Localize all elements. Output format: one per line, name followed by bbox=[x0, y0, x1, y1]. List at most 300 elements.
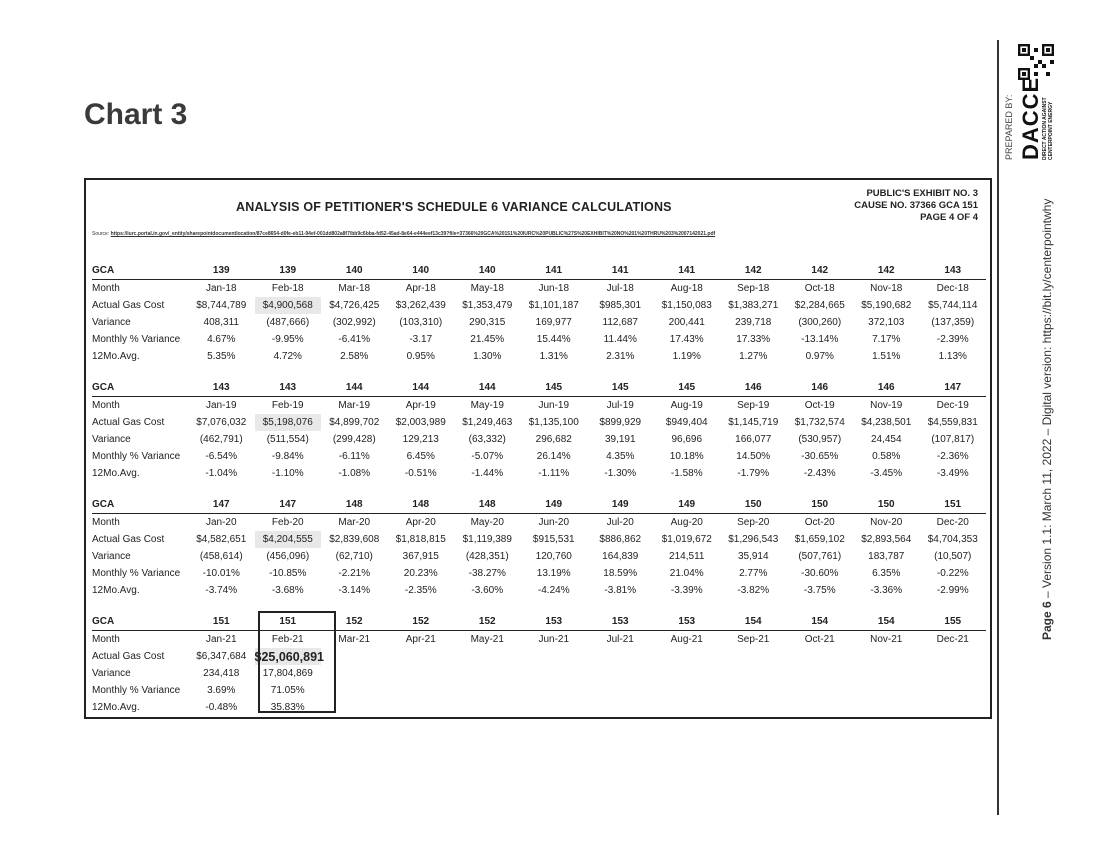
cell-cost-1: $4,204,555 bbox=[255, 531, 322, 548]
cell-monthly_pct-11: -2.36% bbox=[936, 451, 969, 462]
cell-cost-3: $2,003,989 bbox=[395, 417, 446, 428]
cell-monthly_pct-6: 18.59% bbox=[603, 568, 638, 579]
cell-cost-2: $4,726,425 bbox=[329, 300, 380, 311]
row-label-gca: GCA bbox=[92, 496, 188, 514]
cell-month-5: Jun-19 bbox=[538, 400, 570, 411]
cell-monthly_pct-8: 2.77% bbox=[739, 568, 768, 579]
cell-monthly_pct-5: 13.19% bbox=[536, 568, 571, 579]
cell-variance-10: 183,787 bbox=[868, 551, 905, 562]
cell-cost-4: $1,249,463 bbox=[462, 417, 513, 428]
cell-variance-5: 296,682 bbox=[535, 434, 572, 445]
highlight-frame-feb-21 bbox=[258, 611, 336, 713]
cell-variance-10 bbox=[853, 665, 920, 682]
cell-variance-1: (511,554) bbox=[266, 434, 309, 445]
cell-avg12-6 bbox=[587, 699, 654, 716]
cell-gca-6: 141 bbox=[587, 262, 654, 280]
exhibit-number: PUBLIC'S EXHIBIT NO. 3 bbox=[866, 188, 978, 199]
cell-gca-1: 147 bbox=[255, 496, 322, 514]
cell-avg12-6: -3.81% bbox=[604, 585, 637, 596]
cell-monthly_pct-11 bbox=[920, 682, 987, 699]
cell-monthly_pct-10: 6.35% bbox=[872, 568, 901, 579]
cell-variance-5: 169,977 bbox=[535, 317, 572, 328]
row-label-month: Month bbox=[92, 517, 120, 528]
cell-month-8: Sep-19 bbox=[737, 400, 770, 411]
cell-monthly_pct-10: 0.58% bbox=[872, 451, 901, 462]
cell-avg12-8: -1.79% bbox=[737, 468, 770, 479]
cell-month-11: Dec-18 bbox=[936, 283, 969, 294]
cell-month-10: Nov-18 bbox=[870, 283, 903, 294]
cell-cost-0: $6,347,684 bbox=[196, 651, 247, 662]
row-label-monthly_pct: Monthly % Variance bbox=[92, 685, 181, 696]
cell-monthly_pct-10: 7.17% bbox=[872, 334, 901, 345]
data-block-2018 bbox=[92, 262, 986, 365]
cell-cost-4: $1,353,479 bbox=[462, 300, 513, 311]
cell-month-4: May-18 bbox=[470, 283, 504, 294]
row-label-cost: Actual Gas Cost bbox=[92, 651, 165, 662]
cell-cost-10: $2,893,564 bbox=[861, 534, 912, 545]
cell-cost-11: $4,704,353 bbox=[927, 534, 978, 545]
cell-variance-5: 120,760 bbox=[535, 551, 572, 562]
cell-month-10: Nov-21 bbox=[870, 634, 903, 645]
cell-variance-4: (63,332) bbox=[468, 434, 506, 445]
cell-cost-5: $1,135,100 bbox=[528, 417, 579, 428]
table-row-gca bbox=[92, 262, 986, 280]
cell-gca-10: 142 bbox=[853, 262, 920, 280]
page-title: Chart 3 bbox=[84, 98, 188, 131]
table-row-monthly_pct bbox=[92, 331, 986, 348]
prepared-by-label: PREPARED BY: bbox=[1004, 94, 1014, 160]
cell-gca-5: 153 bbox=[521, 613, 588, 631]
cell-monthly_pct-5 bbox=[521, 682, 588, 699]
cell-month-4: May-19 bbox=[470, 400, 504, 411]
cell-variance-0: (458,614) bbox=[199, 551, 243, 562]
cell-variance-6: 112,687 bbox=[602, 317, 638, 328]
cell-cost-8: $1,383,271 bbox=[728, 300, 779, 311]
cell-cost-6 bbox=[587, 648, 654, 665]
cell-avg12-0: -0.48% bbox=[205, 702, 238, 713]
table-row-monthly_pct bbox=[92, 565, 986, 582]
cell-avg12-6: 2.31% bbox=[606, 351, 635, 362]
cell-month-3: Apr-18 bbox=[405, 283, 436, 294]
cell-avg12-3: 0.95% bbox=[406, 351, 435, 362]
cell-cost-3: $3,262,439 bbox=[395, 300, 446, 311]
cell-avg12-1: 4.72% bbox=[273, 351, 302, 362]
cell-variance-9: (530,957) bbox=[798, 434, 842, 445]
cell-avg12-4 bbox=[454, 699, 521, 716]
row-label-avg12: 12Mo.Avg. bbox=[92, 468, 140, 479]
cell-gca-6: 149 bbox=[587, 496, 654, 514]
cell-avg12-4: 1.30% bbox=[473, 351, 502, 362]
cell-variance-11 bbox=[920, 665, 987, 682]
cell-month-1: Feb-18 bbox=[271, 283, 304, 294]
cell-variance-4: (428,351) bbox=[465, 551, 509, 562]
cell-avg12-1: -1.10% bbox=[271, 468, 304, 479]
cell-month-7: Aug-18 bbox=[670, 283, 703, 294]
cell-avg12-0: -1.04% bbox=[205, 468, 238, 479]
cell-variance-11: (10,507) bbox=[934, 551, 972, 562]
cell-month-8: Sep-20 bbox=[737, 517, 770, 528]
table-row-avg12 bbox=[92, 582, 986, 599]
cell-avg12-11: -2.99% bbox=[936, 585, 969, 596]
cell-avg12-5: -4.24% bbox=[537, 585, 570, 596]
cell-gca-4: 148 bbox=[454, 496, 521, 514]
cell-variance-6: 39,191 bbox=[604, 434, 636, 445]
cell-month-4: May-21 bbox=[470, 634, 504, 645]
cell-cost-5: $1,101,187 bbox=[528, 300, 579, 311]
cell-gca-11: 147 bbox=[920, 379, 987, 397]
cell-gca-6: 153 bbox=[587, 613, 654, 631]
table-row-month bbox=[92, 514, 986, 532]
cell-monthly_pct-0: -10.01% bbox=[202, 568, 240, 579]
cell-month-11: Dec-21 bbox=[936, 634, 969, 645]
table-row-cost bbox=[92, 531, 986, 548]
row-label-month: Month bbox=[92, 283, 120, 294]
row-label-avg12: 12Mo.Avg. bbox=[92, 702, 140, 713]
cell-cost-3: $1,818,815 bbox=[395, 534, 446, 545]
cell-variance-8: 239,718 bbox=[735, 317, 772, 328]
cell-gca-0: 139 bbox=[188, 262, 255, 280]
cell-month-7: Aug-20 bbox=[670, 517, 703, 528]
row-label-cost: Actual Gas Cost bbox=[92, 534, 165, 545]
table-row-variance bbox=[92, 431, 986, 448]
cell-month-4: May-20 bbox=[470, 517, 504, 528]
cell-month-0: Jan-19 bbox=[205, 400, 237, 411]
cell-monthly_pct-2: -6.41% bbox=[338, 334, 371, 345]
cell-gca-6: 145 bbox=[587, 379, 654, 397]
cell-month-9: Oct-18 bbox=[804, 283, 835, 294]
data-block-2020 bbox=[92, 496, 986, 599]
cell-avg12-9: -3.75% bbox=[803, 585, 836, 596]
cell-gca-8: 150 bbox=[720, 496, 787, 514]
cell-variance-8: 35,914 bbox=[737, 551, 769, 562]
cell-avg12-3: -2.35% bbox=[404, 585, 437, 596]
row-label-monthly_pct: Monthly % Variance bbox=[92, 334, 181, 345]
cell-avg12-11: 1.13% bbox=[938, 351, 967, 362]
organization-logo: DACCE bbox=[1018, 76, 1043, 160]
cell-cost-7: $1,019,672 bbox=[661, 534, 712, 545]
cell-monthly_pct-0: -6.54% bbox=[205, 451, 238, 462]
cell-gca-5: 149 bbox=[521, 496, 588, 514]
cell-monthly_pct-3: 20.23% bbox=[403, 568, 438, 579]
cell-cost-6: $886,862 bbox=[599, 534, 642, 545]
cell-cost-11 bbox=[920, 648, 987, 665]
cell-month-7: Aug-19 bbox=[670, 400, 703, 411]
row-label-monthly_pct: Monthly % Variance bbox=[92, 568, 181, 579]
cell-monthly_pct-8: 17.33% bbox=[736, 334, 771, 345]
cell-avg12-8: 1.27% bbox=[739, 351, 768, 362]
cell-variance-2: (62,710) bbox=[335, 551, 373, 562]
cell-gca-7: 149 bbox=[654, 496, 721, 514]
cell-avg12-10 bbox=[853, 699, 920, 716]
analysis-table-box bbox=[84, 178, 992, 719]
cell-variance-3: 367,915 bbox=[402, 551, 439, 562]
cell-variance-4: 290,315 bbox=[469, 317, 506, 328]
cell-gca-0: 151 bbox=[188, 613, 255, 631]
cell-avg12-5 bbox=[521, 699, 588, 716]
cell-monthly_pct-7: 21.04% bbox=[669, 568, 704, 579]
cell-variance-1: (487,666) bbox=[266, 317, 310, 328]
data-block-2021 bbox=[92, 613, 986, 716]
cell-month-9: Oct-21 bbox=[804, 634, 835, 645]
cell-cost-0: $7,076,032 bbox=[196, 417, 247, 428]
table-row-cost bbox=[92, 648, 986, 665]
page-footer-note bbox=[1040, 199, 1054, 640]
cell-month-7: Aug-21 bbox=[670, 634, 703, 645]
row-label-variance: Variance bbox=[92, 434, 131, 445]
cell-monthly_pct-4: -5.07% bbox=[471, 451, 504, 462]
cell-cost-8: $1,296,543 bbox=[728, 534, 779, 545]
row-label-monthly_pct: Monthly % Variance bbox=[92, 451, 181, 462]
table-row-month bbox=[92, 631, 986, 649]
cell-month-1: Feb-21 bbox=[271, 634, 304, 645]
cell-gca-8: 142 bbox=[720, 262, 787, 280]
cell-cost-6: $899,929 bbox=[599, 417, 642, 428]
cell-variance-1: (456,096) bbox=[266, 551, 310, 562]
cell-gca-5: 141 bbox=[521, 262, 588, 280]
exhibit-header bbox=[854, 188, 978, 224]
cell-monthly_pct-8: 14.50% bbox=[736, 451, 771, 462]
cell-cost-11: $5,744,114 bbox=[928, 300, 978, 311]
cell-monthly_pct-1: -9.95% bbox=[271, 334, 304, 345]
page-of-label: PAGE 4 OF 4 bbox=[920, 212, 978, 223]
cell-month-10: Nov-19 bbox=[870, 400, 903, 411]
cell-variance-0: 234,418 bbox=[203, 668, 240, 679]
cell-monthly_pct-11: -2.39% bbox=[936, 334, 969, 345]
cell-month-6: Jul-20 bbox=[606, 517, 634, 528]
cell-month-3: Apr-20 bbox=[405, 517, 436, 528]
cell-variance-7: 214,511 bbox=[669, 551, 705, 562]
cell-month-5: Jun-18 bbox=[538, 283, 570, 294]
cell-gca-4: 140 bbox=[454, 262, 521, 280]
cell-month-0: Jan-21 bbox=[205, 634, 237, 645]
cell-monthly_pct-3: -3.17 bbox=[409, 334, 433, 345]
cell-month-2: Mar-20 bbox=[338, 517, 371, 528]
analysis-title: ANALYSIS OF PETITIONER'S SCHEDULE 6 VARIANCE CALCULATIONS bbox=[236, 200, 672, 214]
cell-gca-2: 140 bbox=[321, 262, 388, 280]
row-label-gca: GCA bbox=[92, 613, 188, 631]
table-row-gca bbox=[92, 496, 986, 514]
cell-monthly_pct-11: -0.22% bbox=[936, 568, 969, 579]
cell-avg12-7: -1.58% bbox=[670, 468, 703, 479]
table-row-variance bbox=[92, 548, 986, 565]
cell-avg12-5: 1.31% bbox=[539, 351, 568, 362]
cell-cost-10 bbox=[853, 648, 920, 665]
cell-cost-2: $2,839,608 bbox=[329, 534, 380, 545]
source-label: Source: bbox=[92, 231, 110, 237]
cell-monthly_pct-8 bbox=[720, 682, 787, 699]
cell-monthly_pct-6: 4.35% bbox=[606, 451, 635, 462]
cell-cost-8 bbox=[720, 648, 787, 665]
cell-month-1: Feb-20 bbox=[271, 517, 304, 528]
cell-cost-6: $985,301 bbox=[599, 300, 642, 311]
cell-monthly_pct-4: -38.27% bbox=[468, 568, 506, 579]
cell-monthly_pct-9: -30.65% bbox=[801, 451, 839, 462]
cell-gca-8: 146 bbox=[720, 379, 787, 397]
cell-avg12-2: 2.58% bbox=[340, 351, 369, 362]
cell-variance-2: (302,992) bbox=[332, 317, 376, 328]
cell-variance-6: 164,839 bbox=[602, 551, 639, 562]
cell-variance-11: (137,359) bbox=[931, 317, 975, 328]
cause-number: CAUSE NO. 37366 GCA 151 bbox=[854, 200, 978, 211]
cell-gca-11: 143 bbox=[920, 262, 987, 280]
row-label-variance: Variance bbox=[92, 317, 131, 328]
cell-variance-1: 17,804,869 bbox=[262, 668, 313, 679]
row-label-month: Month bbox=[92, 634, 120, 645]
cell-cost-1: $25,060,891 bbox=[254, 649, 325, 664]
cell-monthly_pct-1: -10.85% bbox=[269, 568, 307, 579]
cell-variance-8: 166,077 bbox=[735, 434, 772, 445]
cell-cost-2: $4,899,702 bbox=[329, 417, 380, 428]
source-link[interactable]: https://iurc.portal.in.gov/_entity/sharepointdocumentlocation/87ce8654-d0fe-eb11-94ef-001dd802a8f7/bb9c6bba-fd52-45ad-8e64-e444eef13c39?file=37366%20GCA%20151%20IURC%20PUBLIC%27S%20EXHIBIT%20NO%201%20THRU%203%2007142021.pdf bbox=[110, 231, 716, 237]
cell-monthly_pct-1: 71.05% bbox=[270, 685, 305, 696]
cell-month-2: Mar-21 bbox=[338, 634, 371, 645]
cell-monthly_pct-7: 10.18% bbox=[669, 451, 704, 462]
row-label-gca: GCA bbox=[92, 379, 188, 397]
cell-cost-3 bbox=[388, 648, 455, 665]
cell-gca-2: 152 bbox=[321, 613, 388, 631]
cell-variance-3 bbox=[388, 665, 455, 682]
cell-gca-3: 148 bbox=[388, 496, 455, 514]
cell-avg12-11: -3.49% bbox=[936, 468, 969, 479]
logo-subtitle-1: DIRECT ACTION AGAINST bbox=[1042, 97, 1048, 160]
page-number: Page 6 bbox=[1040, 601, 1054, 640]
cell-gca-3: 152 bbox=[388, 613, 455, 631]
cell-avg12-1: 35.83% bbox=[270, 702, 305, 713]
cell-monthly_pct-9 bbox=[787, 682, 854, 699]
cell-avg12-6: -1.30% bbox=[604, 468, 637, 479]
cell-month-9: Oct-19 bbox=[804, 400, 835, 411]
cell-cost-9: $1,732,574 bbox=[794, 417, 845, 428]
cell-month-10: Nov-20 bbox=[870, 517, 903, 528]
cell-gca-11: 155 bbox=[920, 613, 987, 631]
cell-monthly_pct-3: 6.45% bbox=[406, 451, 435, 462]
cell-gca-0: 147 bbox=[188, 496, 255, 514]
cell-gca-4: 152 bbox=[454, 613, 521, 631]
cell-variance-9: (507,761) bbox=[798, 551, 842, 562]
cell-cost-5 bbox=[521, 648, 588, 665]
cell-gca-0: 143 bbox=[188, 379, 255, 397]
table-row-gca bbox=[92, 613, 986, 631]
cell-variance-3: (103,310) bbox=[399, 317, 443, 328]
cell-monthly_pct-1: -9.84% bbox=[271, 451, 304, 462]
cell-gca-2: 148 bbox=[321, 496, 388, 514]
cell-variance-0: 408,311 bbox=[203, 317, 239, 328]
cell-cost-9: $2,284,665 bbox=[794, 300, 845, 311]
cell-avg12-10: -3.36% bbox=[870, 585, 903, 596]
table-row-monthly_pct bbox=[92, 682, 986, 699]
row-label-cost: Actual Gas Cost bbox=[92, 300, 165, 311]
cell-cost-4: $1,119,389 bbox=[462, 534, 512, 545]
table-row-monthly_pct bbox=[92, 448, 986, 465]
cell-cost-10: $4,238,501 bbox=[861, 417, 912, 428]
cell-month-8: Sep-18 bbox=[737, 283, 770, 294]
cell-cost-1: $5,198,076 bbox=[255, 414, 322, 431]
cell-month-5: Jun-20 bbox=[538, 517, 570, 528]
cell-monthly_pct-3 bbox=[388, 682, 455, 699]
cell-gca-9: 146 bbox=[787, 379, 854, 397]
cell-variance-9: (300,260) bbox=[798, 317, 842, 328]
cell-month-3: Apr-21 bbox=[405, 634, 436, 645]
row-label-variance: Variance bbox=[92, 551, 131, 562]
cell-variance-10: 24,454 bbox=[870, 434, 902, 445]
cell-cost-9: $1,659,102 bbox=[794, 534, 845, 545]
cell-cost-1: $4,900,568 bbox=[255, 297, 322, 314]
cell-variance-2: (299,428) bbox=[332, 434, 376, 445]
cell-avg12-9 bbox=[787, 699, 854, 716]
version-note: – Version 1.1: March 11, 2022 – Digital version: https://bit.ly/centerpointwhy bbox=[1040, 198, 1054, 602]
cell-avg12-4: -3.60% bbox=[471, 585, 504, 596]
cell-monthly_pct-5: 15.44% bbox=[536, 334, 571, 345]
cell-gca-3: 140 bbox=[388, 262, 455, 280]
cell-avg12-4: -1.44% bbox=[471, 468, 504, 479]
cell-avg12-3: -0.51% bbox=[404, 468, 437, 479]
cell-avg12-10: 1.51% bbox=[872, 351, 901, 362]
table-row-variance bbox=[92, 314, 986, 331]
cell-monthly_pct-10 bbox=[853, 682, 920, 699]
cell-cost-10: $5,190,682 bbox=[861, 300, 912, 311]
cell-month-6: Jul-19 bbox=[606, 400, 634, 411]
cell-cost-7: $1,150,083 bbox=[661, 300, 712, 311]
data-block-2019 bbox=[92, 379, 986, 482]
cell-variance-7: 200,441 bbox=[668, 317, 705, 328]
logo-subtitle-2: CENTERPOINT ENERGY bbox=[1048, 101, 1054, 160]
cell-gca-10: 154 bbox=[853, 613, 920, 631]
row-label-month: Month bbox=[92, 400, 120, 411]
cell-variance-11: (107,817) bbox=[931, 434, 975, 445]
cell-variance-7 bbox=[654, 665, 721, 682]
cell-monthly_pct-5: 26.14% bbox=[536, 451, 571, 462]
row-label-avg12: 12Mo.Avg. bbox=[92, 585, 140, 596]
cell-monthly_pct-9: -30.60% bbox=[801, 568, 839, 579]
cell-gca-4: 144 bbox=[454, 379, 521, 397]
cell-variance-6 bbox=[587, 665, 654, 682]
cell-gca-7: 153 bbox=[654, 613, 721, 631]
cell-month-11: Dec-19 bbox=[936, 400, 969, 411]
cell-month-8: Sep-21 bbox=[737, 634, 770, 645]
row-label-cost: Actual Gas Cost bbox=[92, 417, 165, 428]
cell-avg12-7: 1.19% bbox=[672, 351, 701, 362]
cell-avg12-7: -3.39% bbox=[670, 585, 703, 596]
cell-gca-7: 141 bbox=[654, 262, 721, 280]
cell-gca-7: 145 bbox=[654, 379, 721, 397]
cell-monthly_pct-6 bbox=[587, 682, 654, 699]
table-row-avg12 bbox=[92, 465, 986, 482]
cell-variance-3: 129,213 bbox=[402, 434, 439, 445]
cell-cost-7 bbox=[654, 648, 721, 665]
cell-monthly_pct-0: 3.69% bbox=[207, 685, 236, 696]
cell-avg12-9: 0.97% bbox=[805, 351, 834, 362]
cell-gca-1: 151 bbox=[255, 613, 322, 631]
cell-gca-1: 143 bbox=[255, 379, 322, 397]
cell-avg12-2: -1.08% bbox=[338, 468, 371, 479]
cell-avg12-1: -3.68% bbox=[271, 585, 304, 596]
cell-gca-9: 154 bbox=[787, 613, 854, 631]
cell-avg12-3 bbox=[388, 699, 455, 716]
cell-gca-10: 150 bbox=[853, 496, 920, 514]
cell-gca-1: 139 bbox=[255, 262, 322, 280]
margin-rule bbox=[997, 40, 999, 815]
cell-month-0: Jan-20 bbox=[205, 517, 237, 528]
cell-month-2: Mar-19 bbox=[338, 400, 371, 411]
cell-avg12-5: -1.11% bbox=[538, 468, 570, 479]
cell-gca-3: 144 bbox=[388, 379, 455, 397]
cell-month-6: Jul-18 bbox=[606, 283, 634, 294]
cell-gca-9: 150 bbox=[787, 496, 854, 514]
cell-variance-4 bbox=[454, 665, 521, 682]
cell-monthly_pct-6: 11.44% bbox=[603, 334, 637, 345]
cell-monthly_pct-0: 4.67% bbox=[207, 334, 236, 345]
cell-avg12-10: -3.45% bbox=[870, 468, 903, 479]
